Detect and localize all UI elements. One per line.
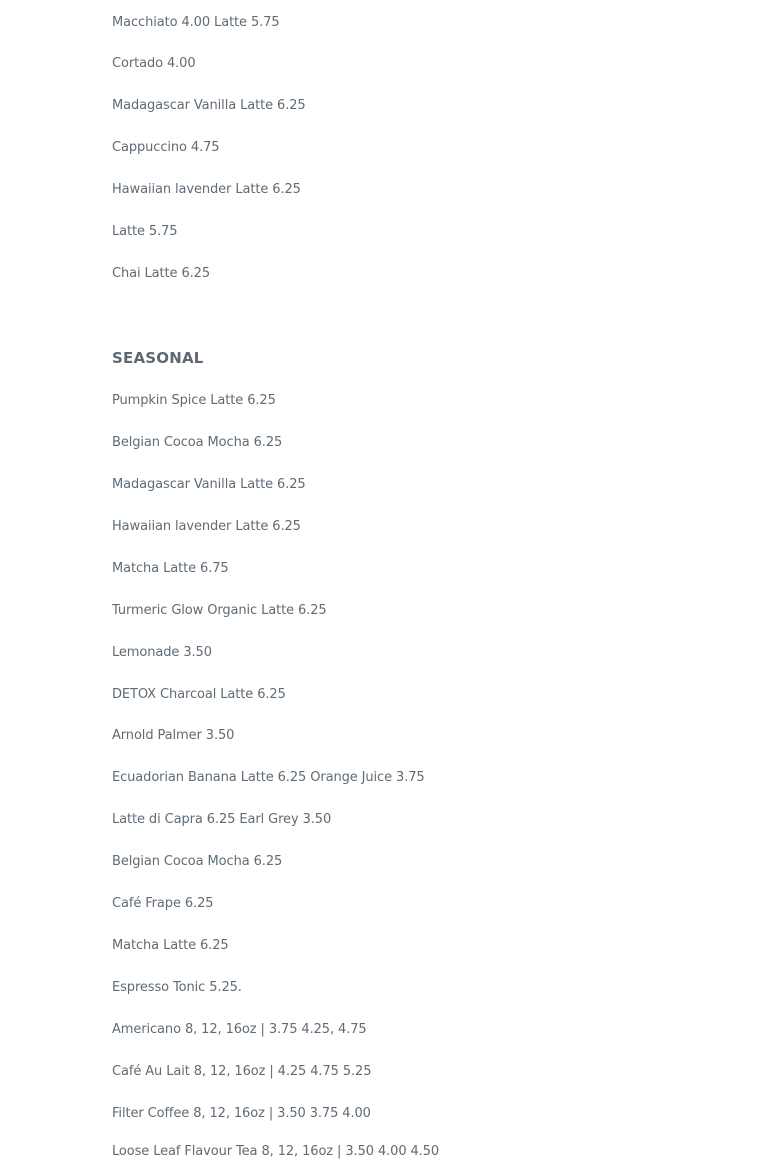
- seasonal-item: DETOX Charcoal Latte 6.25: [112, 687, 286, 702]
- seasonal-item: Hawaiian lavender Latte 6.25: [112, 519, 301, 534]
- seasonal-item: Loose Leaf Flavour Tea 8, 12, 16oz | 3.50 4.00 4.50: [112, 1144, 440, 1159]
- menu-item: Latte 5.75: [112, 224, 178, 239]
- seasonal-item: Ecuadorian Banana Latte 6.25 Orange Juice 3.75: [112, 770, 425, 785]
- seasonal-item: Madagascar Vanilla Latte 6.25: [112, 477, 306, 492]
- seasonal-item: Lemonade 3.50: [112, 645, 212, 660]
- seasonal-item: Arnold Palmer 3.50: [112, 728, 235, 743]
- seasonal-item: Café Au Lait 8, 12, 16oz | 4.25 4.75 5.25: [112, 1064, 372, 1079]
- menu-item: Madagascar Vanilla Latte 6.25: [112, 98, 306, 113]
- seasonal-item: Pumpkin Spice Latte 6.25: [112, 393, 276, 408]
- seasonal-heading: SEASONAL: [112, 349, 204, 367]
- seasonal-item: Turmeric Glow Organic Latte 6.25: [112, 603, 327, 618]
- seasonal-item: Americano 8, 12, 16oz | 3.75 4.25, 4.75: [112, 1022, 367, 1037]
- menu-item: Cappuccino 4.75: [112, 140, 220, 155]
- seasonal-item: Latte di Capra 6.25 Earl Grey 3.50: [112, 812, 332, 827]
- seasonal-item: Matcha Latte 6.25: [112, 938, 229, 953]
- seasonal-item: Café Frape 6.25: [112, 896, 214, 911]
- seasonal-item: Belgian Cocoa Mocha 6.25: [112, 435, 283, 450]
- seasonal-item: Matcha Latte 6.75: [112, 561, 229, 576]
- menu-item: Chai Latte 6.25: [112, 266, 211, 281]
- seasonal-item: Espresso Tonic 5.25.: [112, 980, 242, 995]
- menu-item: Cortado 4.00: [112, 56, 196, 71]
- seasonal-item: Filter Coffee 8, 12, 16oz | 3.50 3.75 4.00: [112, 1106, 371, 1121]
- seasonal-item: Belgian Cocoa Mocha 6.25: [112, 854, 283, 869]
- menu-item: Hawaiian lavender Latte 6.25: [112, 182, 301, 197]
- menu-item: Macchiato 4.00 Latte 5.75: [112, 15, 280, 30]
